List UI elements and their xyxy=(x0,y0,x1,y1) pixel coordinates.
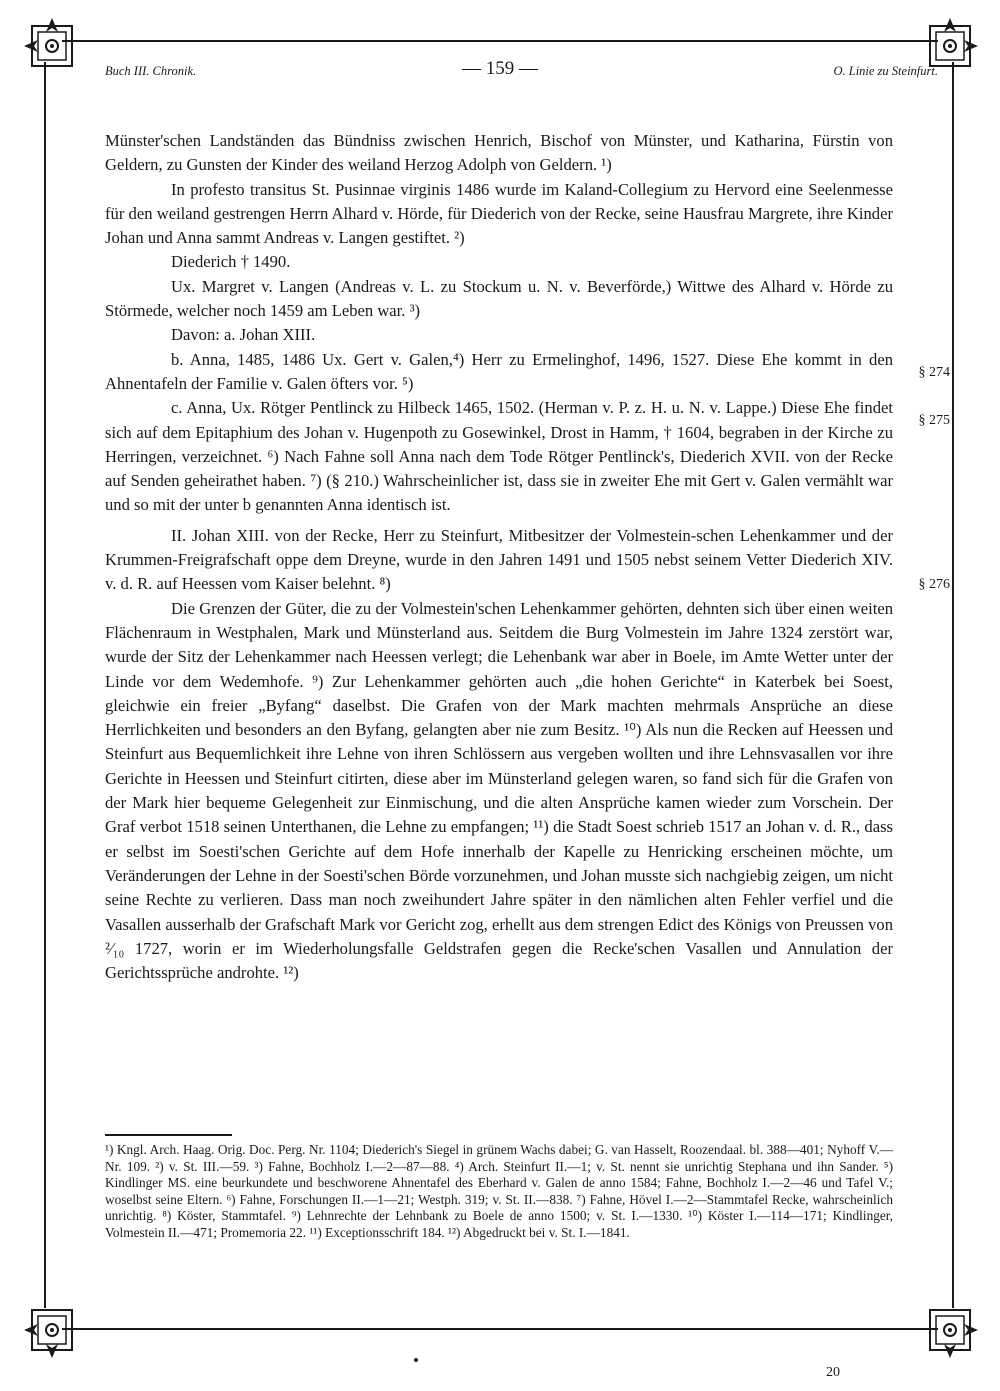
running-head-right: O. Linie zu Steinfurt. xyxy=(833,64,938,78)
corner-ornament-bottom-right-icon xyxy=(918,1298,982,1362)
paragraph-8: II. Johan XIII. von der Recke, Herr zu Steinfurt, Mitbesitzer der Volmestein-schen Lehenkammer und der Krummen-Freigrafschaft oppe dem Dreyne, wurde in den Jahren 1491 und 1505 nebst seinem Vetter Diederich XIV. v. d. R. auf Heessen vom Kaiser belehnt. ⁸) xyxy=(105,525,893,594)
main-text xyxy=(105,129,893,985)
frame-bottom-line xyxy=(62,1328,938,1330)
paragraph-4: Ux. Margret v. Langen (Andreas v. L. zu Stockum u. N. v. Beverförde,) Wittwe des Alhard v. Hörde zu Störmede, welcher noch 1459 am Leben war. ³) xyxy=(105,276,893,321)
margin-section-275: § 275 xyxy=(918,413,950,428)
paragraph-2: In profesto transitus St. Pusinnae virginis 1486 wurde im Kaland-Collegium zu Hervord eine Seelenmesse für den weiland gestrengen Herrn Alhard v. Hörde, für Diederich von der Recke, seine Hausfrau Margrete, ihre Kinder Johan und Anna sammt Andreas v. Langen gestiftet. ²) xyxy=(105,179,893,248)
running-head-left: Buch III. Chronik. xyxy=(105,64,197,78)
paragraph-3: Diederich † 1490. xyxy=(171,252,291,272)
corner-ornament-bottom-left-icon xyxy=(20,1298,84,1362)
margin-section-276: § 276 xyxy=(918,577,950,592)
frame-right-line xyxy=(952,62,954,1308)
paragraph-9: Die Grenzen der Güter, die zu der Volmestein'schen Lehenkammer gehörten, dehnten sich über einen weiten Flächenraum in Westphalen, Mark und Münsterland aus. Seitdem die Burg Volmestein im Jahre 1324 zerstört war, wurde der Sitz der Lehenkammer nach Heessen verlegt; die Lehenbank war aber in Boele, im Amte Wetter unter der Linde vor dem Wedemhofe. ⁹) Zur Lehenkammer gehörten auch „die hohen Gerichte“ in Katerbek bei Soest, gleichwie ein freier „Byfang“ daselbst. Die Grafen von der Mark machten mehrmals Ansprüche an diese Herrlichkeiten und besonders an den Byfang, gelangten aber nie zum Besitz. ¹⁰) Als nun die Recken auf Heessen und Steinfurt aus Bequemlichkeit ihre Lehne von ihren Schlössern aus vergeben wollten und ihre Lehnsvasallen vor ihre Gerichte in Heessen und Steinfurt citirten, diese aber im Münsterland gelegen waren, so fand sich für die Grafen von der Mark hier bequeme Gelegenheit zur Einmischung, und die alten Ansprüche kamen wieder zum Vorschein. Der Graf verbot 1518 seinen Unterthanen, die Lehne zu empfangen; ¹¹) die Stadt Soest schrieb 1517 an Johan v. d. R., dass er selbst im Soesti'schen Gerichte auf dem Hofe innerhalb der Kapelle zu Henricking erscheinen möchte, um Veränderungen der Lehne in der Soesti'schen Börde vorzunehmen, und Johan musste sich nachgiebig zeigen, um nicht seine Rechte zu verlieren. Dass man noch zweihundert Jahre später in den nämlichen alten Fehler verfiel und die Vasallen ausserhalb der Grafschaft Mark vor Gericht zog, erhellt aus dem strengen Edict des Königs von Preussen von ²⁄₁₀ 1727, worin er im Wiederholungsfalle Geldstrafen gegen die Recke'schen Vasallen und Annulation der Gerichtssprüche androhte. ¹²) xyxy=(105,598,893,983)
signature-number: 20 xyxy=(826,1365,840,1380)
page-number: — 159 — xyxy=(462,58,538,79)
footnote-rule xyxy=(105,1134,232,1136)
paragraph-6: b. Anna, 1485, 1486 Ux. Gert v. Galen,⁴) Herr zu Ermelinghof, 1496, 1527. Diese Ehe kommt in den Ahnentafeln der Familie v. Galen öfters vor. ⁵) xyxy=(105,349,893,393)
footnotes: ¹) Kngl. Arch. Haag. Orig. Doc. Perg. Nr. 1104; Diederich's Siegel in grünem Wachs dabei; G. van Hasselt, Roozendaal. bl. 388—401; Nyhoff V.—Nr. 109. ²) v. St. III.—59. ³) Fahne, Bochholz I.—2—87—88. ⁴) Arch. Steinfurt II.—1; v. St. nennt sie unrichtig Stephana und ihn Sander. ⁵) Kindlinger MS. eine beurkundete und beschworene Ahnentafel des Eberhard v. Galen de anno 1584; Fahne, Bochholz I.—2—46 und Tafel V.; woselbst seine Eltern. ⁶) Fahne, Forschungen II.—1—21; Westph. 319; v. St. II.—838. ⁷) Fahne, Hövel I.—2—Stammtafel Recke, wahrscheinlich unrichtig. ⁸) Köster, Stammtafel. ⁹) Lehnrechte der Lehnbank zu Boele de anno 1500; v. St. I.—1330. ¹⁰) Köster I.—114—171; Kindlinger, Volmestein II.—471; Promemoria 22. ¹¹) Exceptionsschrift 184. ¹²) Abgedruckt bei v. St. I.—1841. xyxy=(105,1142,893,1240)
frame-left-line xyxy=(44,62,46,1308)
frame-top-line xyxy=(62,40,938,42)
ink-dot xyxy=(414,1358,418,1362)
paragraph-1: Münster'schen Landständen das Bündniss zwischen Henrich, Bischof von Münster, und Katharina, Fürstin von Geldern, zu Gunsten der Kinder des weiland Herzog Adolph von Geldern. ¹) xyxy=(105,131,893,175)
paragraph-5: Davon: a. Johan XIII. xyxy=(171,325,316,345)
margin-section-274: § 274 xyxy=(918,365,950,380)
paragraph-7: c. Anna, Ux. Rötger Pentlinck zu Hilbeck 1465, 1502. (Herman v. P. z. H. u. N. v. Lappe.) Diese Ehe findet sich auf dem Epitaphium des Johan v. Hugenpoth zu Gosewinkel, Drost in Hamm, † 1604, begraben in der Kirche zu Herringen, verzeichnet. ⁶) Nach Fahne soll Anna nach dem Tode Rötger Pentlinck's, Diederich XVII. von der Recke auf Senden geheirathet haben. ⁷) (§ 210.) Wahrscheinlicher ist, dass sie in zweiter Ehe mit Gert v. Galen vermählt war und so mit der unter b genannten Anna identisch ist. xyxy=(105,398,893,515)
